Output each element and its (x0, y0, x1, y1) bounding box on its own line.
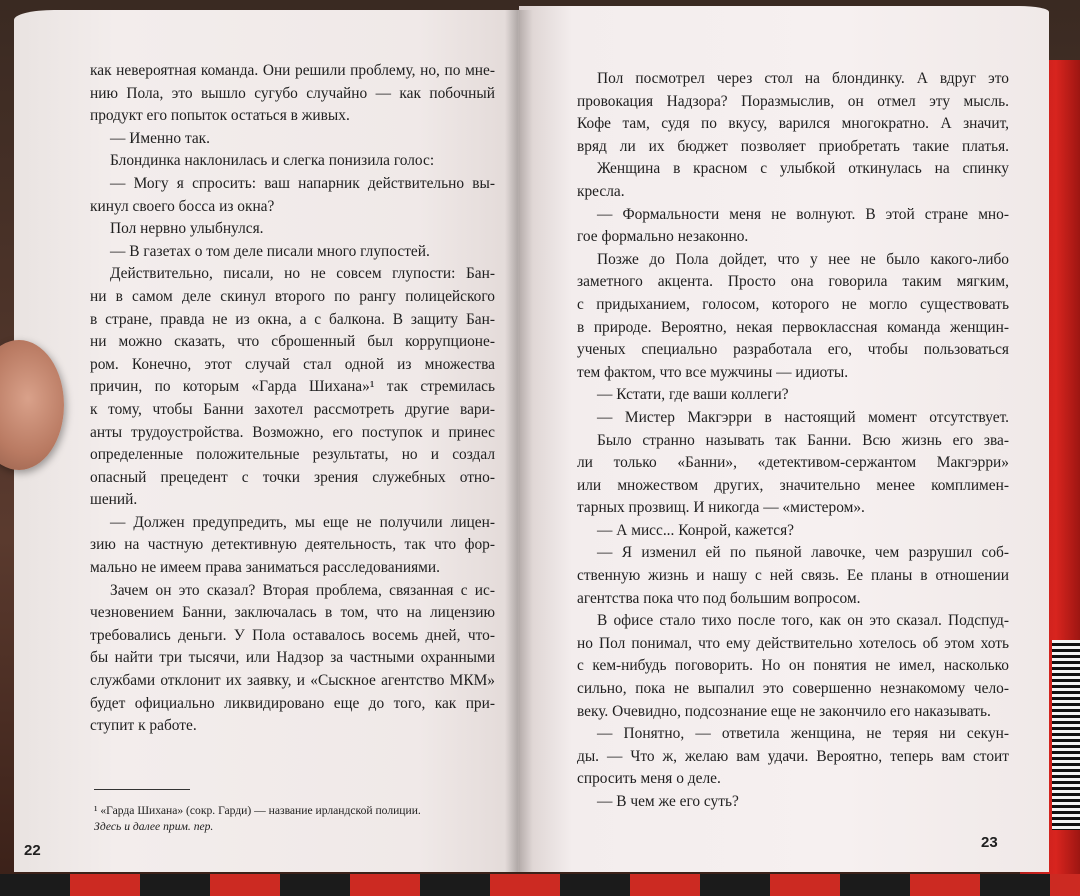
text-line: ни можно сказать, что сброшенный был коррупционе- (90, 333, 495, 351)
footnote (94, 803, 494, 835)
text-line: будет официально ликвидировано еще до того, как при- (90, 694, 495, 712)
text-line: зию на частную детективную деятельность, так что фор- (90, 536, 495, 554)
text-line: в природе. Вероятно, некая первоклассная команда женщин- (577, 318, 1009, 336)
text-line: продукт его попыток остаться в живых. (90, 107, 350, 125)
text-line: — Мистер Макгэрри в настоящий момент отсутствует. (597, 408, 1009, 426)
text-line: — Кстати, где ваши коллеги? (597, 386, 789, 404)
text-line: ученых специально разработала его, чтобы пользоваться (577, 341, 1009, 359)
text-line: агентства пока что под большим вопросом. (577, 589, 861, 607)
text-line: Позже до Пола дойдет, что у нее не было какого-либо (597, 250, 1009, 268)
text-line: с придыханием, голосом, которого не могло существовать (577, 295, 1009, 313)
text-line: как невероятная команда. Они решили проблему, но, по мне- (90, 62, 495, 79)
text-line: причин, по которым «Гарда Шихана»¹ так стремилась (90, 378, 495, 396)
left-page (14, 10, 519, 872)
text-line: — Понятно, — ответила женщина, не теряя ни секун- (597, 725, 1009, 743)
text-line: Женщина в красном с улыбкой откинулась на спинку (597, 160, 1009, 178)
text-line: Действительно, писали, но не совсем глупости: Бан- (110, 265, 495, 283)
text-line: вряд ли их бюджет позволяет приобретать такие платья. (577, 137, 1009, 155)
text-line: — Должен предупредить, мы еще не получили лицен- (110, 513, 495, 531)
text-line: определенные положительные результаты, но и создал (90, 446, 495, 464)
left-page-text (90, 60, 495, 738)
right-page-text (577, 68, 1009, 814)
text-line: ни в самом деле скинул второго по рангу полицейского (90, 287, 495, 305)
footnote-line: Здесь и далее прим. пер. (94, 820, 214, 833)
text-line: — Я изменил ей по пьяной лавочке, чем разрушил соб- (597, 544, 1009, 562)
text-line: службами отклонит их заявку, и «Сыскное агентство МКМ» (90, 672, 495, 690)
text-line: спросить меня о деле. (577, 770, 721, 788)
text-line: ды. — Что ж, желаю вам удачи. Вероятно, теперь вам стоит (577, 747, 1009, 765)
text-line: сильно, пока не выпалил это совершенно незнакомому чело- (577, 680, 1009, 698)
text-line: — Формальности меня не волнуют. В этой стране мно- (597, 205, 1009, 223)
page-number-right: 23 (981, 834, 998, 851)
barcode-stripes (1052, 640, 1080, 830)
text-line: ром. Конечно, этот случай стал одной из множества (90, 355, 495, 373)
text-line: шений. (90, 491, 138, 509)
text-line: Было странно называть так Банни. Всю жизнь его зва- (597, 431, 1009, 449)
thumb (0, 340, 64, 470)
text-line: Пол нервно улыбнулся. (110, 220, 264, 238)
text-line: бы найти три тысячи, или Надзор за частными охранными (90, 649, 495, 667)
text-line: опасный прецедент с точки зрения служебных отно- (90, 468, 495, 486)
text-line: тарных прозвищ. И никогда — «мистером». (577, 499, 865, 517)
page-number-left: 22 (24, 842, 41, 859)
text-line: чезновением Банни, заключалась в том, что на лицензию (90, 604, 495, 622)
text-line: — Могу я спросить: ваш напарник действительно вы- (110, 174, 495, 192)
text-line: ступит к работе. (90, 717, 197, 735)
text-line: — А мисс... Конрой, кажется? (597, 521, 794, 539)
text-line: В офисе стало тихо после того, как он это сказал. Подспуд- (597, 612, 1009, 630)
footnote-divider (94, 789, 190, 790)
text-line: но Пол понимал, что ему действительно хотелось об этом хоть (577, 634, 1009, 652)
text-line: — В газетах о том деле писали много глупостей. (110, 242, 430, 260)
text-line: Кофе там, судя по вкусу, варился многократно. А значит, (577, 115, 1009, 133)
text-line: или множеством других, значительно менее комплимен- (577, 476, 1009, 494)
text-line: — Именно так. (110, 129, 211, 147)
text-line: анты трудоустройства. Возможно, его поступок и принес (90, 423, 495, 441)
text-line: с кем-нибудь поговорить. Но он понятия не имел, насколько (577, 657, 1009, 675)
text-line: гое формально незаконно. (577, 228, 749, 246)
text-line: провокация Надзора? Поразмыслив, он отмел эту мысль. (577, 92, 1009, 110)
text-line: кинул своего босса из окна? (90, 197, 275, 215)
text-line: заметного акцента. Просто она говорила таким мягким, (577, 273, 1009, 291)
text-line: к тому, чтобы Банни захотел рассмотреть другие вари- (90, 400, 495, 418)
text-line: в стране, правда не из окна, а с балкона. В защиту Бан- (90, 310, 495, 328)
text-line: веку. Очевидно, подсознание еще не закончило его наказывать. (577, 702, 991, 720)
text-line: кресла. (577, 182, 625, 200)
text-line: требовались деньги. У Пола оставалось восемь дней, что- (90, 626, 495, 644)
text-line: мально не имеем права заниматься расследованиями. (90, 559, 440, 577)
text-line: — В чем же его суть? (597, 793, 739, 810)
text-line: Зачем он это сказал? Вторая проблема, связанная с ис- (110, 581, 495, 599)
text-line: ли только «Банни», «детективом-сержантом Макгэрри» (577, 454, 1009, 472)
book-cover-bottom (0, 874, 1080, 896)
text-line: тем фактом, что все мужчины — идиоты. (577, 363, 849, 381)
text-line: Пол посмотрел через стол на блондинку. А вдруг это (597, 70, 1009, 87)
text-line: ственную жизнь и нашу с ней связь. Ее планы в отношении (577, 567, 1009, 585)
text-line: Блондинка наклонилась и слегка понизила голос: (110, 152, 435, 170)
right-page (519, 6, 1049, 872)
text-line: нию Пола, это вышло сугубо случайно — как побочный (90, 84, 495, 102)
footnote-line: ¹ «Гарда Шихана» (сокр. Гарди) — название ирландской полиции. (94, 804, 421, 817)
